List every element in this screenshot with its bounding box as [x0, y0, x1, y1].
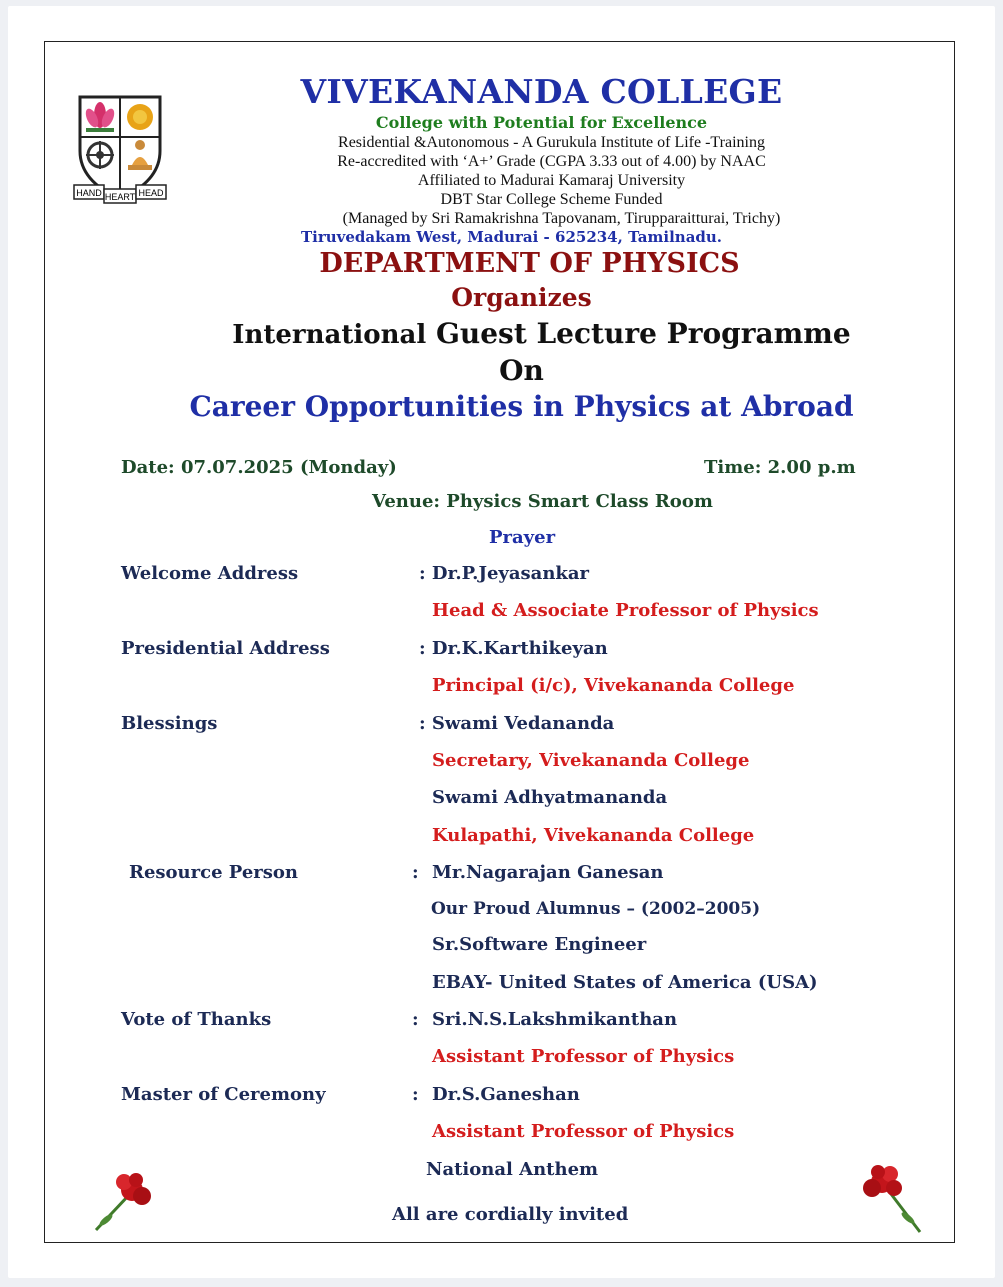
mc-role: Assistant Professor of Physics: [432, 1121, 735, 1142]
rose-icon: [88, 1168, 158, 1234]
college-info-line: Residential &Autonomous - A Gurukula Institute of Life -Training: [338, 134, 765, 151]
college-address: Tiruvedakam West, Madurai - 625234, Tamilnadu.: [300, 228, 723, 246]
blessings-name-1: : Swami Vedananda: [419, 713, 615, 734]
mc-name: Dr.S.Ganeshan: [432, 1084, 580, 1105]
college-info-line: DBT Star College Scheme Funded: [440, 191, 663, 208]
logo-hand-text: HAND: [76, 188, 102, 198]
resource-name: Mr.Nagarajan Ganesan: [432, 862, 664, 883]
college-tagline: College with Potential for Excellence: [375, 113, 708, 132]
vote-name: Sri.N.S.Lakshmikanthan: [432, 1009, 678, 1030]
resource-designation: Sr.Software Engineer: [432, 934, 647, 955]
on-text: On: [499, 354, 544, 387]
vote-role: Assistant Professor of Physics: [432, 1046, 735, 1067]
vote-label: Vote of Thanks: [121, 1009, 272, 1030]
blessings-role-1: Secretary, Vivekananda College: [432, 750, 750, 771]
presidential-role: Principal (i/c), Vivekananda College: [432, 675, 795, 696]
presidential-name: : Dr.K.Karthikeyan: [419, 638, 608, 659]
mc-label: Master of Ceremony: [121, 1084, 326, 1105]
welcome-role: Head & Associate Professor of Physics: [432, 600, 819, 621]
college-info-line: (Managed by Sri Ramakrishna Tapovanam, Tirupparaitturai, Trichy): [342, 210, 781, 227]
resource-company: EBAY- United States of America (USA): [432, 972, 818, 993]
rose-icon: [858, 1160, 928, 1236]
mc-colon: :: [412, 1084, 419, 1105]
welcome-label: Welcome Address: [121, 563, 299, 584]
college-info-line: Re-accredited with ‘A+’ Grade (CGPA 3.33 out of 4.00) by NAAC: [337, 153, 766, 170]
event-date: Date: 07.07.2025 (Monday): [121, 457, 397, 478]
resource-label: Resource Person: [129, 862, 299, 883]
programme-title: [40, 317, 1003, 350]
presidential-label: Presidential Address: [121, 638, 330, 659]
college-name: VIVEKANANDA COLLEGE: [300, 72, 783, 111]
national-anthem: National Anthem: [426, 1159, 599, 1180]
prayer-item: Prayer: [489, 527, 556, 548]
blessings-label: Blessings: [121, 713, 218, 734]
organizes-text: Organizes: [451, 283, 592, 312]
blessings-role-2: Kulapathi, Vivekananda College: [432, 825, 755, 846]
resource-colon: :: [412, 862, 419, 883]
logo-head-text: HEAD: [138, 188, 164, 198]
invitation-text: All are cordially invited: [392, 1204, 629, 1225]
blessings-name-2: Swami Adhyatmananda: [432, 787, 668, 808]
programme-prefix: International: [232, 320, 427, 350]
resource-alumnus: Our Proud Alumnus – (2002–2005): [431, 899, 761, 919]
vote-colon: :: [412, 1009, 419, 1030]
event-time: Time: 2.00 p.m: [704, 457, 856, 478]
college-info-line: Affiliated to Madurai Kamaraj University: [417, 172, 686, 189]
logo-heart-text: HEART: [104, 192, 136, 202]
welcome-name: : Dr.P.Jeyasankar: [419, 563, 590, 584]
programme-name: Guest Lecture Programme: [435, 317, 851, 350]
lecture-topic: Career Opportunities in Physics at Abroad: [189, 390, 854, 423]
event-venue: Venue: Physics Smart Class Room: [372, 491, 713, 512]
department-title: DEPARTMENT OF PHYSICS: [319, 248, 740, 279]
